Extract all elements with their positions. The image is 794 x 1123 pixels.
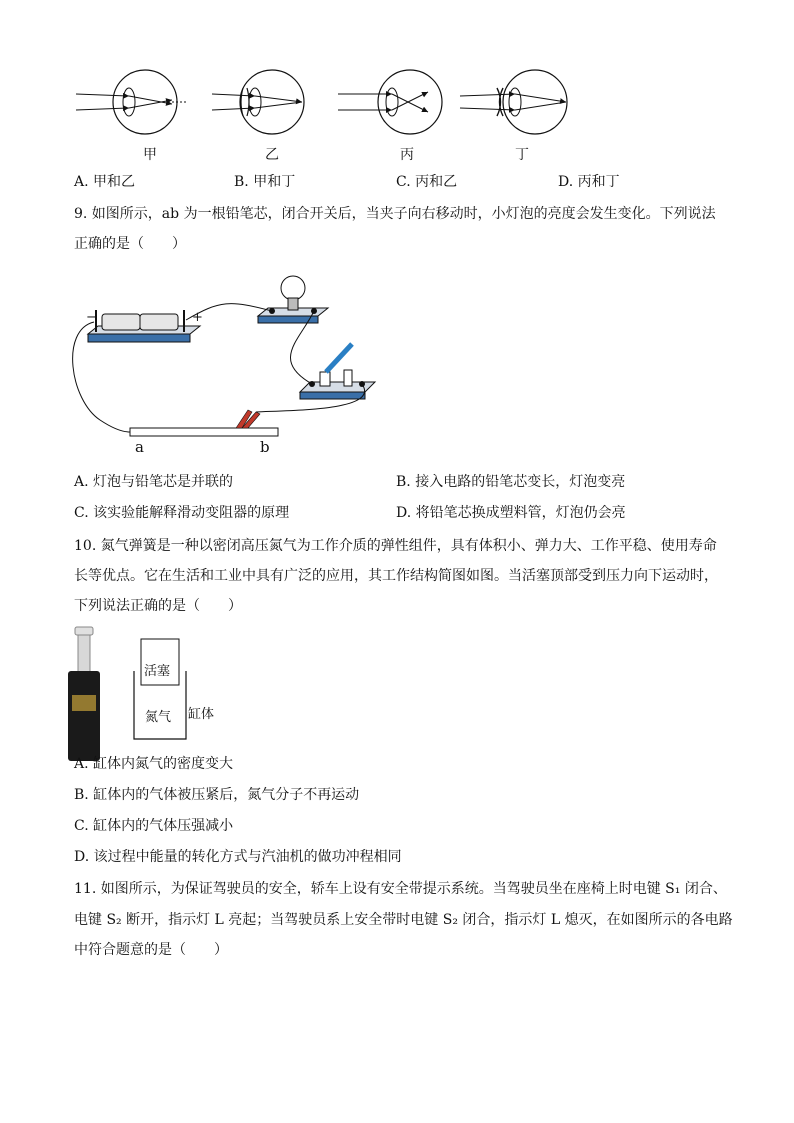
eye-label-yi: 乙 [265, 147, 279, 163]
q8-option-b: B. 甲和丁 [234, 174, 296, 190]
q9-stem-line1: 9. 如图所示，ab 为一根铅笔芯，闭合开关后，当夹子向右移动时，小灯泡的亮度会发生变化。下列说法 [74, 206, 716, 222]
battery-minus-label: − [86, 310, 97, 325]
bulb-board [258, 276, 328, 323]
q9-option-b: B. 接入电路的铅笔芯变长，灯泡变亮 [396, 474, 626, 490]
switch-board [300, 344, 375, 399]
nitrogen-spring-photo [68, 627, 100, 761]
q10-stem-line3: 下列说法正确的是（ ） [74, 598, 242, 614]
q11-stem-line2: 电键 S₂ 断开，指示灯 L 亮起；当驾驶员系上安全带时电键 S₂ 闭合，指示灯 L 熄灭，在如图所示的各电路 [74, 912, 733, 928]
q10-option-c: C. 缸体内的气体压强减小 [74, 818, 234, 834]
q9-option-c: C. 该实验能解释滑动变阻器的原理 [74, 505, 290, 521]
eye-diagrams-figure [0, 0, 794, 160]
alligator-clip [236, 410, 260, 428]
nitrogen-label: 氮气 [145, 710, 172, 725]
q8-option-d: D. 丙和丁 [558, 174, 620, 190]
cylinder-label: 缸体 [188, 707, 215, 722]
q10-option-b: B. 缸体内的气体被压紧后，氮气分子不再运动 [74, 787, 360, 803]
q10-option-a: A. 缸体内氮气的密度变大 [74, 756, 234, 772]
q8-option-c: C. 丙和乙 [396, 174, 458, 190]
q9-stem-line2: 正确的是（ ） [74, 236, 186, 252]
q11-stem-line1: 11. 如图所示，为保证驾驶员的安全，轿车上设有安全带提示系统。当驾驶员坐在座椅上时电键 S₁ 闭合、 [74, 881, 727, 897]
piston-label: 活塞 [144, 664, 171, 679]
eye-diagram-ding [460, 70, 567, 134]
battery-plus-label: + [192, 310, 203, 325]
q8-option-a: A. 甲和乙 [74, 174, 136, 190]
q10-stem-line2: 长等优点。它在生活和工业中具有广泛的应用，其工作结构简图如图。当活塞顶部受到压力向下运动时， [74, 568, 718, 584]
point-a-label: a [135, 438, 144, 456]
pencil-lead-circuit-figure [0, 260, 794, 460]
nitrogen-spring-figure [0, 625, 794, 765]
eye-label-bing: 丙 [400, 147, 414, 163]
pencil-lead [130, 428, 278, 436]
eye-label-ding: 丁 [515, 147, 529, 163]
eye-diagram-yi [212, 70, 304, 134]
battery-holder [88, 310, 200, 342]
q9-option-d: D. 将铅笔芯换成塑料管，灯泡仍会亮 [396, 505, 626, 521]
eye-label-jia: 甲 [143, 147, 157, 163]
eye-diagram-bing [338, 70, 442, 134]
q10-option-d: D. 该过程中能量的转化方式与汽油机的做功冲程相同 [74, 849, 402, 865]
point-b-label: b [260, 438, 270, 456]
q11-stem-line3: 中符合题意的是（ ） [74, 942, 228, 958]
q10-stem-line1: 10. 氮气弹簧是一种以密闭高压氮气为工作介质的弹性组件，具有体积小、弹力大、工作平稳、使用寿命 [74, 538, 717, 554]
eye-diagram-jia [76, 70, 186, 134]
q9-option-a: A. 灯泡与铅笔芯是并联的 [74, 474, 234, 490]
